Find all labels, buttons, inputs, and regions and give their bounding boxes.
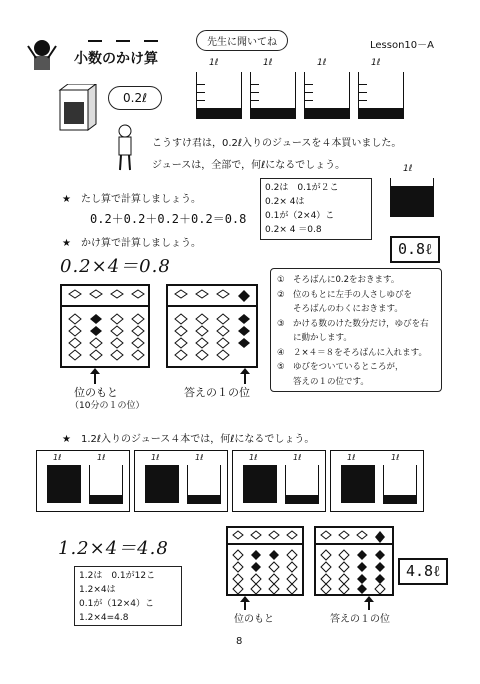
problem2-heading: ★ 1.2ℓ入りのジュース４本では，何ℓになるでしょう。 <box>62 434 315 445</box>
explanation-box <box>260 178 372 240</box>
step-line <box>277 375 435 390</box>
explain-line: 0.1が（12×4）こ <box>79 599 155 609</box>
step-text: そろばんのわくにおきます。 <box>293 304 403 314</box>
step-text: ゆびをついているところが， <box>293 362 404 372</box>
step-text: に動かします。 <box>293 333 352 343</box>
addition-equation: 0.2＋0.2＋0.2＋0.2＝0.8 <box>90 212 247 226</box>
beaker-3 <box>304 58 350 119</box>
beaker-fill <box>286 495 318 503</box>
page-title: 小数のかけ算 <box>74 51 158 67</box>
steps-box <box>270 268 442 392</box>
step-line <box>277 331 435 346</box>
partial-beaker <box>285 465 319 504</box>
explain-line: 0.2× 4は <box>265 197 305 207</box>
lesson-label: Lesson10－A <box>370 40 434 51</box>
beaker-label: 1ℓ <box>263 58 273 68</box>
step-number: ③ <box>277 318 285 329</box>
explain-line: 0.1が（2×4）こ <box>265 211 335 221</box>
step-number: ⑤ <box>277 362 285 372</box>
step-line <box>277 273 435 288</box>
beaker-label: 1ℓ <box>97 453 106 462</box>
full-beaker <box>47 465 81 503</box>
beaker-label: 1ℓ <box>347 453 356 462</box>
beaker-label: 1ℓ <box>151 453 160 462</box>
beaker-label: 1ℓ <box>53 453 62 462</box>
beaker-fill <box>90 495 122 503</box>
multiplication-heading: ★ かけ算で計算しましょう。 <box>62 238 201 249</box>
step-text: そろばんに0.2をおきます。 <box>293 275 400 285</box>
ones-arrow <box>240 368 250 384</box>
beaker-label: 1ℓ <box>403 164 413 174</box>
beaker-group <box>36 450 444 512</box>
beaker-1 <box>196 58 242 119</box>
origin-label: 位のもと <box>74 386 118 399</box>
explanation-box-2 <box>74 566 182 626</box>
beaker-fill <box>359 108 403 118</box>
result-beaker <box>390 164 434 217</box>
answer-box-2: 4.8ℓ <box>398 558 448 585</box>
step-text: ２×４＝８をそろばんに入れます。 <box>293 347 427 358</box>
speech-bubble: 先生に聞いてね <box>196 30 288 51</box>
beaker-label: 1ℓ <box>391 453 400 462</box>
explain-line: 1.2×4は <box>79 585 116 595</box>
beaker-label: 1ℓ <box>195 453 204 462</box>
beaker-label: 1ℓ <box>317 58 327 68</box>
juice-box-illustration <box>58 84 98 132</box>
origin-label-2: 位のもと <box>234 614 274 625</box>
beaker-label: 1ℓ <box>249 453 258 462</box>
beaker-pair-panel <box>36 450 130 512</box>
problem-line-1: こうすけ君は，0.2ℓ入りのジュースを４本買いました。 <box>152 138 402 149</box>
boy-illustration <box>112 124 138 172</box>
beaker-fill <box>391 186 433 216</box>
ones-arrow-2 <box>364 596 374 610</box>
abacus-before-2 <box>226 526 304 596</box>
step-line <box>277 317 435 332</box>
answer-box: 0.8ℓ <box>390 236 440 263</box>
beaker-label: 1ℓ <box>371 58 381 68</box>
beaker-label: 1ℓ <box>293 453 302 462</box>
step-number: ④ <box>277 347 285 358</box>
beaker-pair-panel <box>330 450 424 512</box>
multiplication-equation-2: 1.2×4＝4.8 <box>58 538 169 559</box>
multiplication-equation: 0.2×4＝0.8 <box>60 256 171 277</box>
step-text: 答えの１の位です。 <box>293 376 369 387</box>
step-number: ① <box>277 275 285 285</box>
title-decoration <box>88 36 158 42</box>
explain-line: 1.2は 0.1が12こ <box>79 571 156 581</box>
origin-arrow-2 <box>240 596 250 610</box>
beaker-2 <box>250 58 296 119</box>
origin-arrow <box>90 368 100 384</box>
volume-bubble: 0.2ℓ <box>108 86 162 110</box>
step-line <box>277 346 435 361</box>
origin-note: （10分の１の位） <box>70 401 145 411</box>
step-line <box>277 302 435 317</box>
step-text: 位のもとに左手の人さしゆびを <box>293 289 413 300</box>
beaker-label: 1ℓ <box>209 58 219 68</box>
ones-label-2: 答えの１の位 <box>330 614 390 625</box>
step-text: かける数のけた数分だけ，ゆびを右 <box>293 318 429 329</box>
abacus-after-2 <box>314 526 394 596</box>
beaker-fill <box>384 495 416 503</box>
explain-line: 1.2×4=4.8 <box>79 613 129 623</box>
beaker-pair-panel <box>232 450 326 512</box>
partial-beaker <box>187 465 221 504</box>
full-beaker <box>243 465 277 503</box>
abacus-after <box>166 284 258 368</box>
step-number: ② <box>277 289 285 300</box>
abacus-before <box>60 284 150 368</box>
ones-label: 答えの１の位 <box>184 386 250 399</box>
partial-beaker <box>89 465 123 504</box>
explain-line: 0.2は 0.1が２こ <box>265 183 339 193</box>
page-number: 8 <box>236 636 243 647</box>
beaker-fill <box>197 108 241 118</box>
beaker-fill <box>188 495 220 503</box>
explain-line: 0.2× 4 ＝0.8 <box>265 225 322 235</box>
beaker-4 <box>358 58 404 119</box>
problem-line-2: ジュースは，全部で，何ℓになるでしょう。 <box>152 160 346 171</box>
mascot-illustration <box>22 36 62 76</box>
partial-beaker <box>383 465 417 504</box>
step-line <box>277 288 435 303</box>
full-beaker <box>145 465 179 503</box>
addition-heading: ★ たし算で計算しましょう。 <box>62 194 201 205</box>
step-line <box>277 360 435 375</box>
full-beaker <box>341 465 375 503</box>
beaker-pair-panel <box>134 450 228 512</box>
beaker-fill <box>305 108 349 118</box>
beaker-fill <box>251 108 295 118</box>
